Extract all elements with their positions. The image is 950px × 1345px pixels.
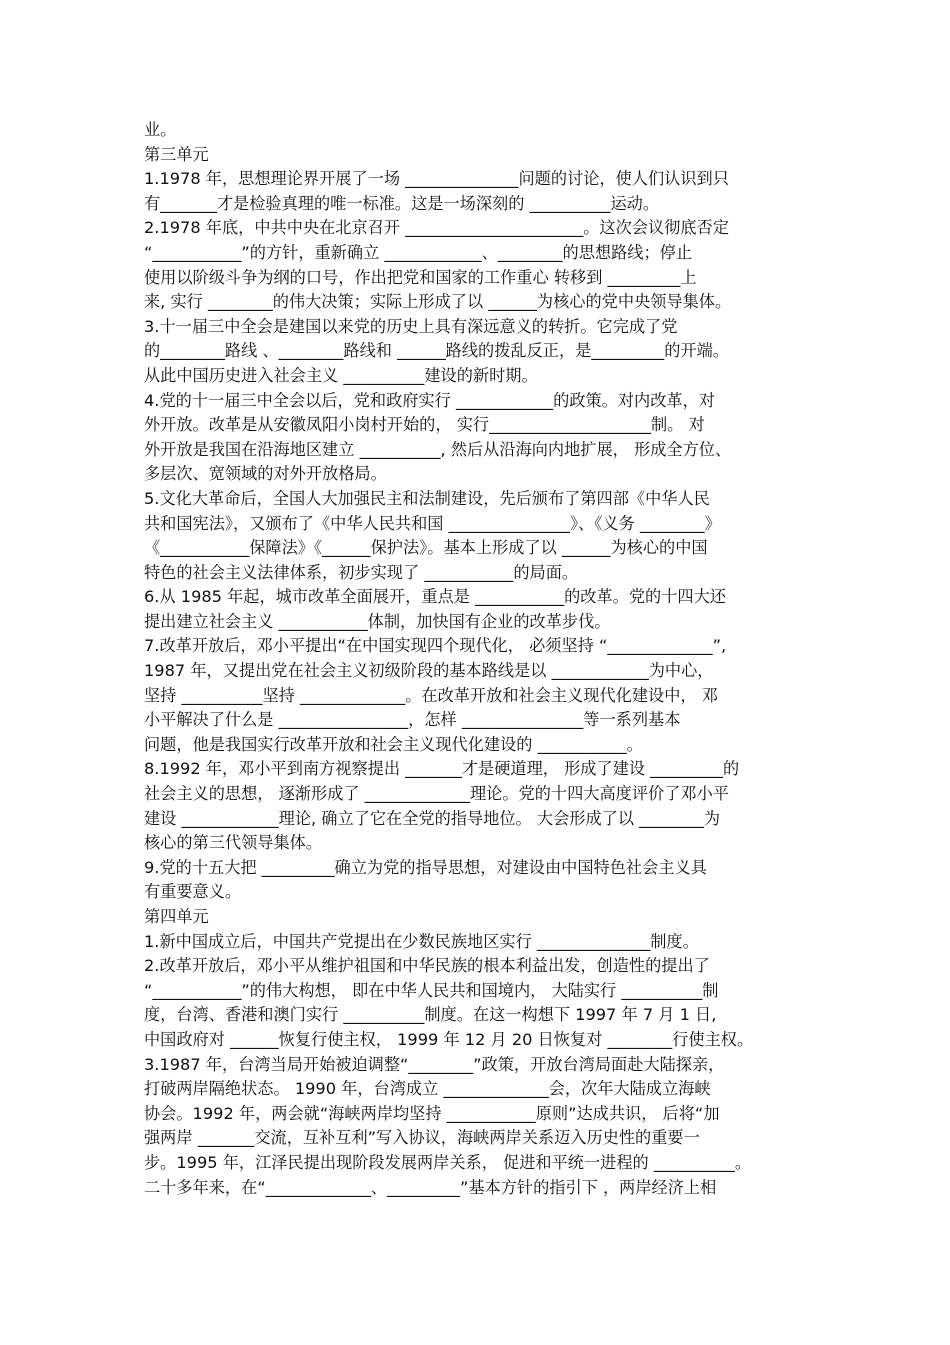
text-line: 外开放是我国在沿海地区建立 __________, 然后从沿海向内地扩展， 形成全方位、 bbox=[144, 439, 732, 459]
text-line: 1.新中国成立后，中国共产党提出在少数民族地区实行 ______________制度。 bbox=[144, 931, 699, 951]
text-line: 建设 ____________理论, 确立了它在全党的指导地位。 大会形成了以 ________为 bbox=[144, 808, 721, 828]
section-heading: 第四单元 bbox=[144, 907, 209, 926]
section-heading: 第三单元 bbox=[144, 144, 209, 164]
text-line: 1987 年，又提出党在社会主义初级阶段的基本路线是以 ____________为中心， bbox=[144, 661, 714, 681]
text-line: 4.党的十一届三中全会以后，党和政府实行 ____________的政策。对内改革，对 bbox=[144, 390, 715, 410]
text-line: 强两岸 _______交流，互补互利”写入协议，海峡两岸关系迈入历史性的重要一 bbox=[144, 1128, 700, 1148]
text-line: 小平解决了什么是 ________________，怎样 _______________等一系列基本 bbox=[144, 710, 681, 730]
text-line: 二十多年来，在“_____________、_________”基本方针的指引下 ，两岸经济上相 bbox=[144, 1177, 717, 1197]
text-line: 业。 bbox=[144, 120, 177, 139]
text-line: 度，台湾、香港和澳门实行 __________制度。在这一构想下 1997 年 7 月 1 日, bbox=[144, 1005, 717, 1025]
text-line: 3.十一届三中全会是建国以来党的历史上具有深远意义的转折。它完成了党 bbox=[144, 316, 678, 336]
text-line: 3.1987 年，台湾当局开始被迫调整“________”政策，开放台湾局面赴大陆探亲， bbox=[144, 1054, 725, 1074]
text-line: 6.从 1985 年起，城市改革全面展开，重点是 ___________的改革。党的十四大还 bbox=[144, 587, 726, 607]
text-line: 5.文化大革命后，全国人大加强民主和法制建设，先后颁布了第四部《中华人民 bbox=[144, 488, 710, 508]
text-line: 1.1978 年，思想理论界开展了一场 ______________问题的讨论，使人们认识到只 bbox=[144, 169, 729, 189]
text-line: 从此中国历史进入社会主义 __________建设的新时期。 bbox=[144, 365, 538, 385]
text-line: 核心的第三代领导集体。 bbox=[144, 833, 323, 853]
document-page bbox=[144, 118, 812, 1200]
text-line: 的________路线 、________路线和 ______路线的拨乱反正，是_________的开端。 bbox=[144, 341, 729, 361]
text-line: 有_______才是检验真理的唯一标准。这是一场深刻的 __________运动。 bbox=[144, 193, 660, 213]
text-line: 打破两岸隔绝状态。 1990 年，台湾成立 _____________会，次年大陆成立海峡 bbox=[144, 1079, 711, 1099]
text-line: 《___________保障法》《______保护法》。基本上形成了以 ______为核心的中国 bbox=[144, 538, 708, 558]
text-line: 有重要意义。 bbox=[144, 882, 242, 902]
text-line: 协会。1992 年，两会就“海峡两岸均坚持 ___________原则”达成共识， 后将“加 bbox=[144, 1103, 720, 1123]
text-line: 来, 实行 ________的伟大决策；实际上形成了以 ______为核心的党中央领导集体。 bbox=[144, 292, 732, 312]
text-line: “___________”的方针，重新确立 ____________、________的思想路线；停止 bbox=[144, 242, 693, 262]
text-line: 社会主义的思想， 逐渐形成了 _____________理论。党的十四大高度评价了邓小平 bbox=[144, 784, 729, 804]
text-line: 7.改革开放后，邓小平提出“在中国实现四个现代化， 必须坚持 “_____________”, bbox=[144, 636, 727, 656]
text-line: 2.1978 年底，中共中央在北京召开 ______________________。这次会议彻底否定 bbox=[144, 218, 729, 238]
text-line: 共和国宪法》，又颁布了《中华人民共和国 _______________》、《义务 ________》 bbox=[144, 513, 721, 533]
text-line: 中国政府对 ______恢复行使主权， 1999 年 12 月 20 日恢复对 ________行使主权。 bbox=[144, 1029, 754, 1049]
text-line: “___________”的伟大构想， 即在中华人民共和国境内， 大陆实行 __________制 bbox=[144, 980, 719, 1000]
text-line: 提出建立社会主义 ___________体制，加快国有企业的改革步伐。 bbox=[144, 611, 611, 631]
text-line: 坚持 __________坚持 _____________。在改革开放和社会主义现代化建设中， 邓 bbox=[144, 685, 718, 705]
text-line: 问题，他是我国实行改革开放和社会主义现代化建设的 ___________。 bbox=[144, 734, 643, 754]
text-line: 多层次、宽领域的对外开放格局。 bbox=[144, 464, 387, 484]
text-line: 外开放。改革是从安徽凤阳小岗村开始的， 实行____________________制。 对 bbox=[144, 415, 705, 435]
text-line: 9.党的十五大把 _________确立为党的指导思想，对建设由中国特色社会主义具 bbox=[144, 857, 707, 877]
text-line: 步。1995 年，江泽民提出现阶段发展两岸关系， 促进和平统一进程的 __________。 bbox=[144, 1152, 752, 1172]
text-line: 2.改革开放后，邓小平从维护祖国和中华民族的根本利益出发，创造性的提出了 bbox=[144, 956, 710, 976]
text-line: 8.1992 年，邓小平到南方视察提出 _______才是硬道理， 形成了建设 _________的 bbox=[144, 759, 740, 779]
text-line: 特色的社会主义法律体系，初步实现了 ___________的局面。 bbox=[144, 562, 579, 582]
text-line: 使用以阶级斗争为纲的口号，作出把党和国家的工作重心 转移到 _________上 bbox=[144, 267, 697, 287]
